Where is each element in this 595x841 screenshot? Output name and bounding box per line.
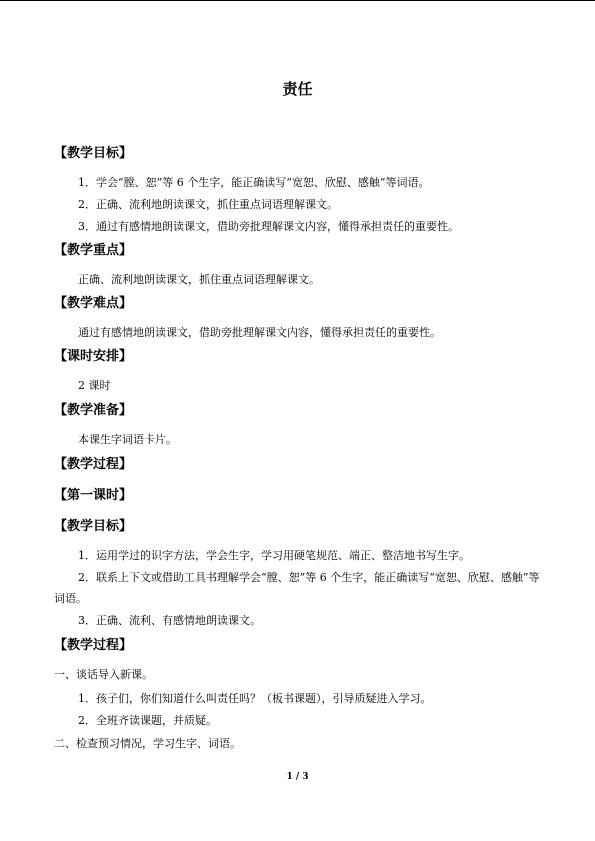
step-1: 一、谈话导入新课。	[54, 668, 153, 681]
goal-item-2: 2．正确、流利地朗读课文，抓住重点词语理解课文。	[78, 198, 338, 211]
step-1-1: 1．孩子们，你们知道什么叫责任吗？（板书课题），引导质疑进入学习。	[78, 692, 432, 705]
lesson-goal-item-3: 3．正确、流利、有感情地朗读课文。	[78, 614, 261, 627]
schedule-text: 2 课时	[78, 379, 111, 392]
heading-teaching-goals: 【教学目标】	[54, 146, 133, 161]
heading-process: 【教学过程】	[54, 457, 133, 472]
page-number: 1 / 3	[286, 772, 309, 782]
heading-schedule: 【课时安排】	[54, 349, 133, 364]
step-2: 二、检查预习情况，学习生字、词语。	[54, 737, 241, 750]
preparation-text: 本课生字词语卡片。	[78, 433, 177, 446]
heading-difficulties: 【教学难点】	[54, 296, 133, 311]
heading-first-lesson: 【第一课时】	[54, 488, 133, 503]
step-1-2: 2．全班齐读课题，并质疑。	[78, 714, 217, 727]
header-rule	[0, 0, 595, 1]
heading-lesson-goals: 【教学目标】	[54, 519, 133, 534]
difficulties-text: 通过有感情地朗读课文，借助旁批理解课文内容，懂得承担责任的重要性。	[78, 326, 441, 339]
goal-item-3: 3．通过有感情地朗读课文，借助旁批理解课文内容，懂得承担责任的重要性。	[78, 220, 459, 233]
heading-preparation: 【教学准备】	[54, 403, 133, 418]
heading-key-points: 【教学重点】	[54, 243, 133, 258]
goal-item-1: 1．学会“膛、恕”等 6 个生字，能正确读写“宽恕、欣慰、感触”等词语。	[78, 176, 430, 189]
key-points-text: 正确、流利地朗读课文，抓住重点词语理解课文。	[78, 273, 320, 286]
lesson-goal-item-1: 1．运用学过的识字方法，学会生字，学习用硬笔规范、端正、整洁地书写生字。	[78, 549, 470, 562]
document-title: 责任	[282, 80, 313, 98]
heading-lesson-process: 【教学过程】	[54, 638, 133, 653]
lesson-goal-item-2: 2．联系上下文或借助工具书理解学会“膛、恕”等 6 个生字，能正确读写“宽恕、欣慰、感触”等词语。	[54, 571, 540, 605]
